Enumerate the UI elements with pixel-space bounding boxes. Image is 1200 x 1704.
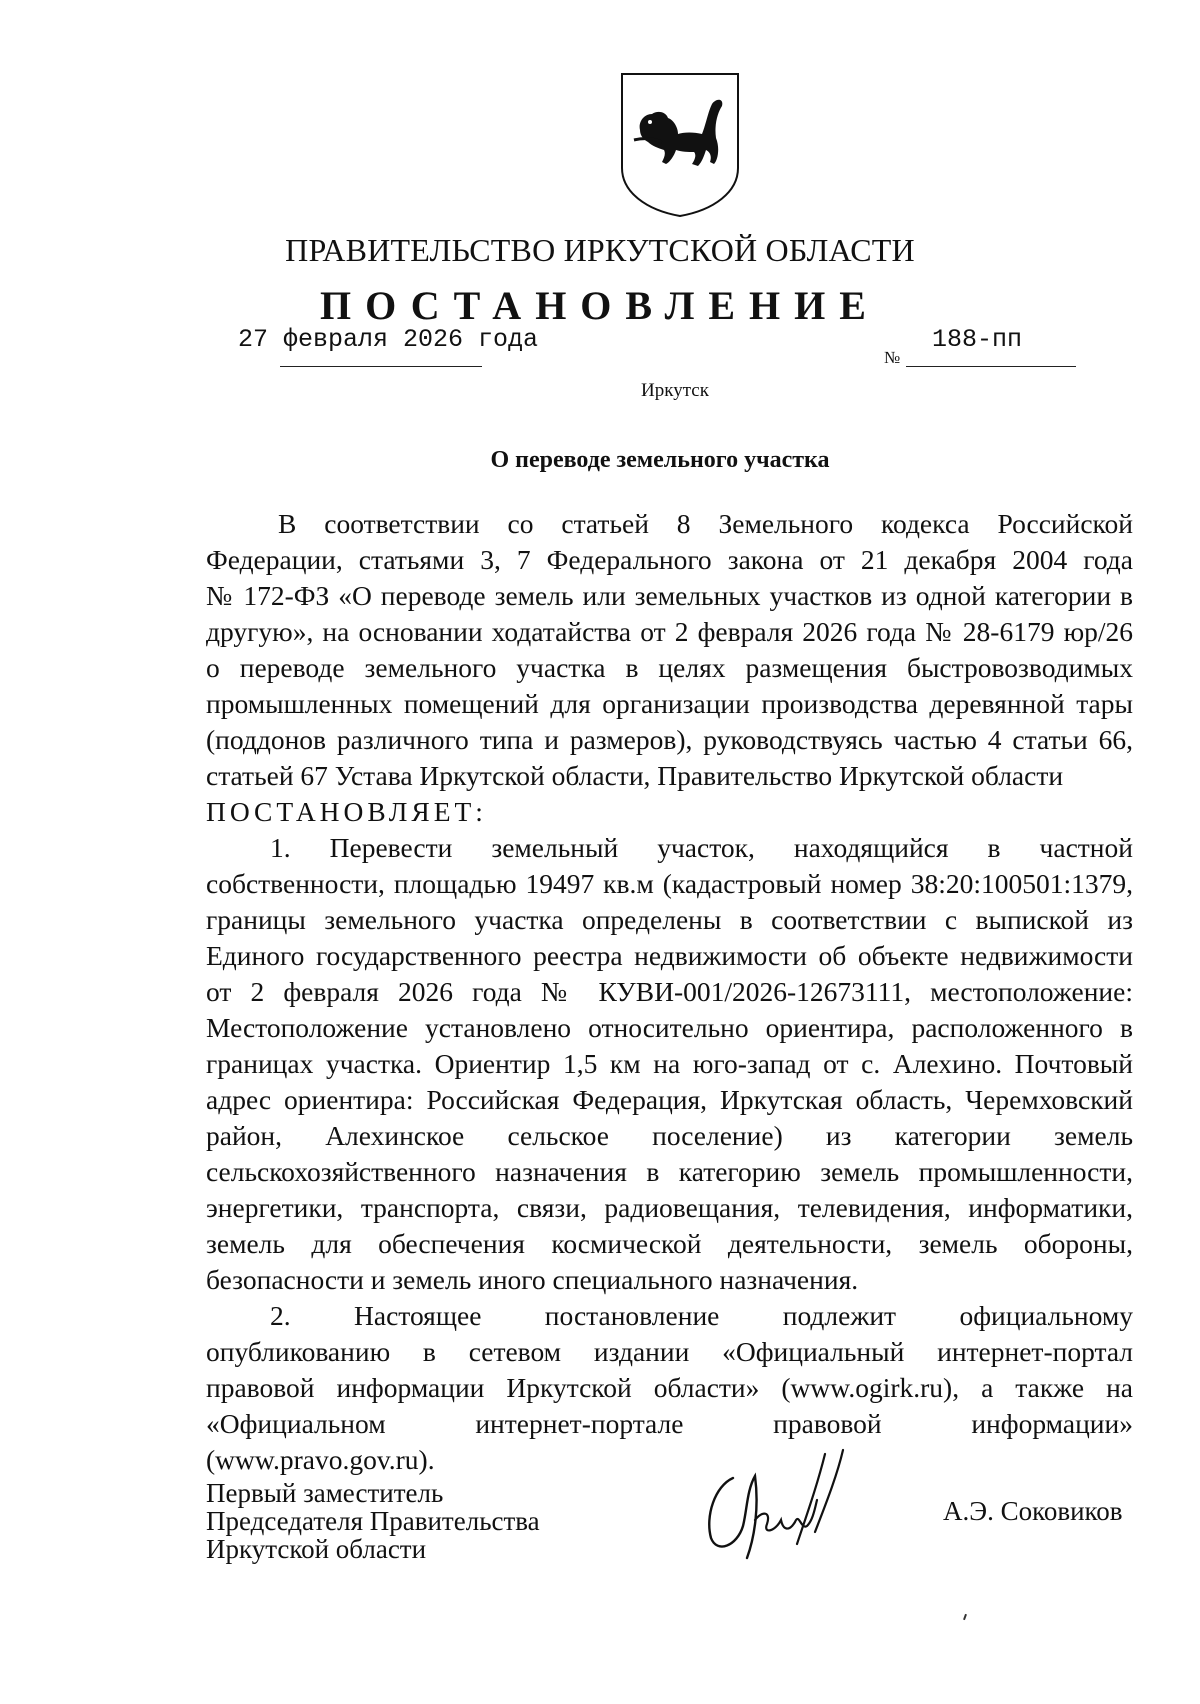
document-number: 188-пп [932, 325, 1023, 354]
coat-of-arms-emblem [618, 72, 742, 218]
signer-position-line: Председателя Правительства [206, 1506, 540, 1536]
item1-line: адрес ориентира: Российская Федерация, Иркутская область, Черемховский [206, 1084, 1133, 1115]
item1-line: район, Алехинское сельское поселение) из категории земель [206, 1120, 1133, 1151]
signer-position-line: Иркутской области [206, 1534, 427, 1564]
preamble-line: о переводе земельного участка в целях размещения быстровозводимых [206, 652, 1133, 683]
item2-line: правовой информации Иркутской области» (www.ogirk.ru), а также на [206, 1372, 1133, 1403]
signer-position-line: Первый заместитель [206, 1478, 444, 1508]
preamble-line: Федерации, статьями 3, 7 Федерального закона от 21 декабря 2004 года [206, 544, 1133, 575]
item1-line: безопасности и земель иного специального назначения. [206, 1264, 859, 1295]
item2-line: опубликованию в сетевом издании «Официальный интернет-портал [206, 1336, 1133, 1367]
item2-line: (www.pravo.gov.ru). [206, 1444, 435, 1475]
date-underline [280, 366, 482, 367]
preamble-line: промышленных помещений для организации производства деревянной тары [206, 688, 1133, 719]
item1-line: границах участка. Ориентир 1,5 км на юго-запад от с. Алехино. Почтовый [206, 1048, 1133, 1079]
item1-line: Местоположение установлено относительно ориентира, расположенного в [206, 1012, 1133, 1043]
preamble-line: другую», на основании ходатайства от 2 февраля 2026 года № 28-6179 юр/26 [206, 616, 1133, 647]
document-type: ПОСТАНОВЛЕНИЕ [320, 283, 880, 328]
preamble-line: № 172-ФЗ «О переводе земель или земельных участков из одной категории в [206, 580, 1133, 611]
item1-line: земель для обеспечения космической деятельности, земель обороны, [206, 1228, 1133, 1259]
preamble-line: статьей 67 Устава Иркутской области, Правительство Иркутской области [206, 760, 1064, 791]
scan-artifact [963, 1614, 967, 1620]
handwritten-signature [697, 1446, 867, 1566]
item1-line: 1. Перевести земельный участок, находящийся в частной [270, 832, 1133, 863]
city-name: Иркутск [641, 380, 709, 401]
item1-line: сельскохозяйственного назначения в категорию земель промышленности, [206, 1156, 1133, 1187]
signer-name: А.Э. Соковиков [943, 1496, 1123, 1526]
item1-line: собственности, площадью 19497 кв.м (кадастровый номер 38:20:100501:1379, [206, 868, 1133, 899]
item1-line: энергетики, транспорта, связи, радиовещания, телевидения, информатики, [206, 1192, 1133, 1223]
government-name: ПРАВИТЕЛЬСТВО ИРКУТСКОЙ ОБЛАСТИ [285, 232, 915, 268]
preamble-line: (поддонов различного типа и размеров), руководствуясь частью 4 статьи 66, [206, 724, 1133, 755]
number-underline [906, 366, 1076, 367]
item2-line: «Официальном интернет-портале правовой информации» [206, 1408, 1133, 1439]
document-date: 27 февраля 2026 года [238, 325, 539, 354]
resolve-word: ПОСТАНОВЛЯЕТ: [206, 796, 487, 827]
document-title: О переводе земельного участка [490, 447, 830, 473]
number-sign: № [884, 348, 901, 367]
preamble-line: В соответствии со статьей 8 Земельного кодекса Российской [278, 508, 1133, 539]
item1-line: Единого государственного реестра недвижимости об объекте недвижимости [206, 940, 1133, 971]
item1-line: от 2 февраля 2026 года № КУВИ-001/2026-12673111, местоположение: [206, 976, 1133, 1007]
item2-line: 2. Настоящее постановление подлежит официальному [270, 1300, 1133, 1331]
item1-line: границы земельного участка определены в соответствии с выпиской из [206, 904, 1133, 935]
